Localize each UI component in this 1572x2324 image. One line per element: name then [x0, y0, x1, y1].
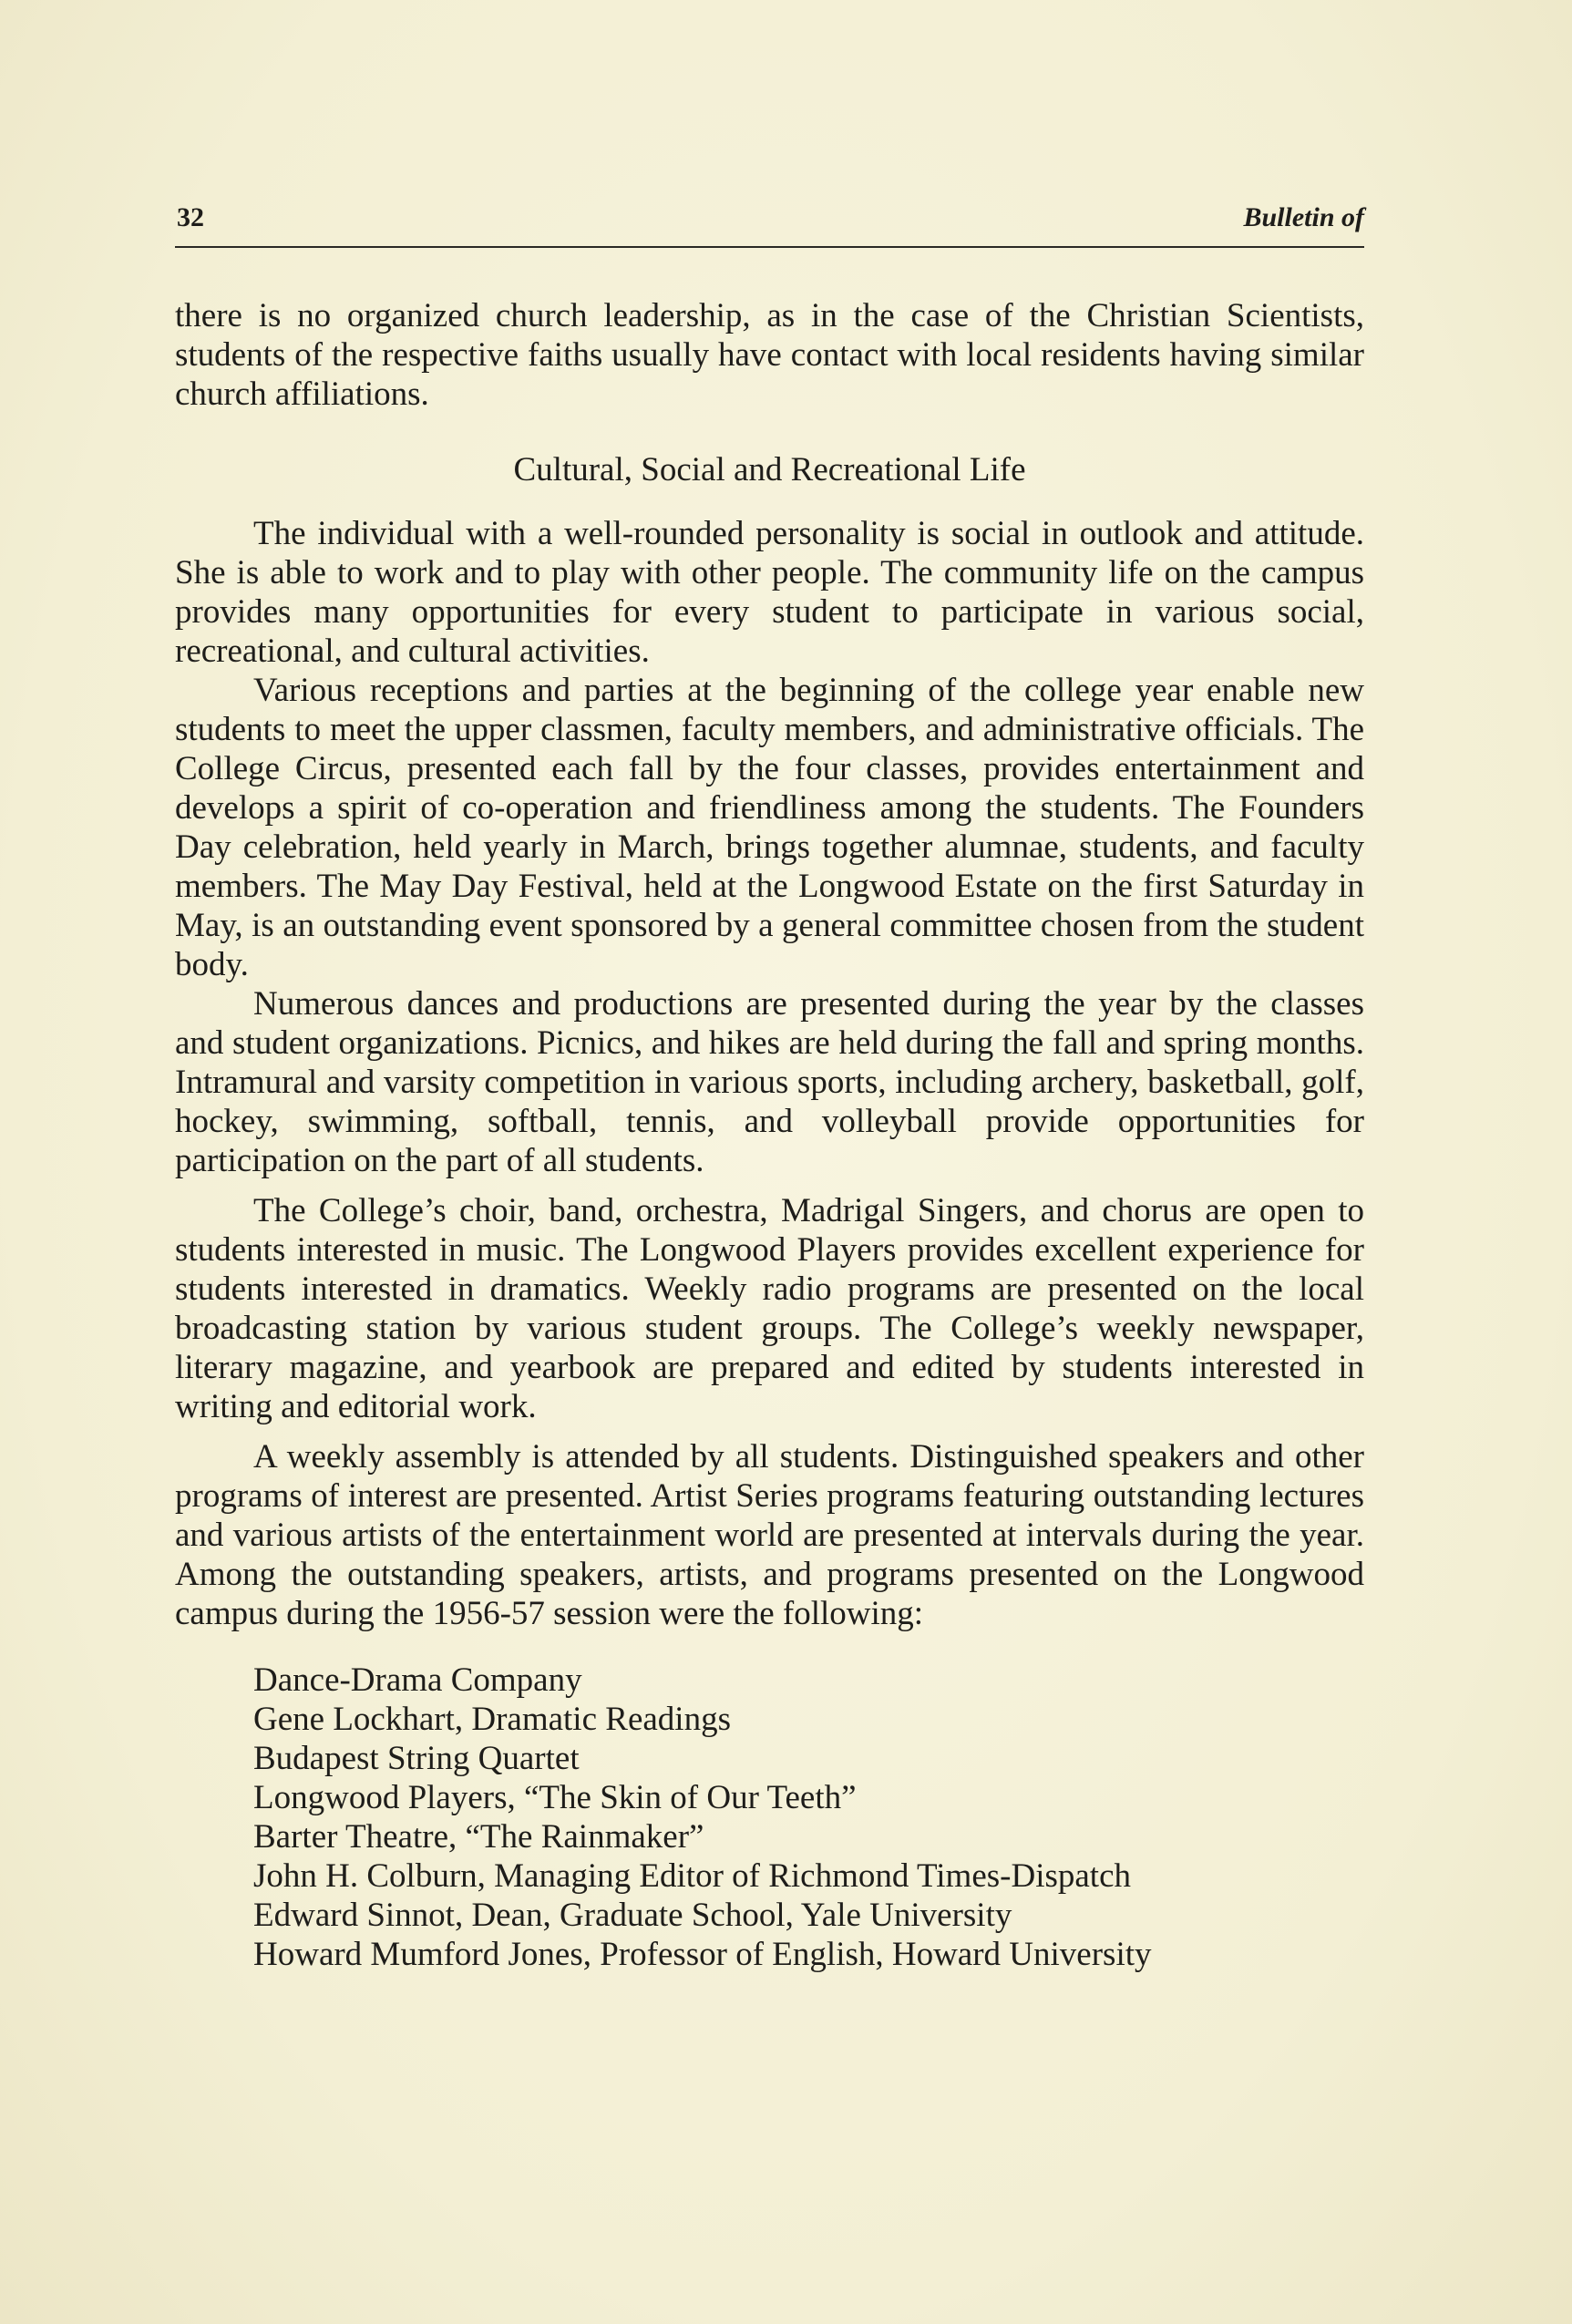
program-item: Gene Lockhart, Dramatic Readings: [253, 1701, 731, 1738]
program-item: Dance-Drama Company: [253, 1661, 582, 1699]
section-heading: Cultural, Social and Recreational Life: [513, 451, 1026, 488]
paragraph-music: The College’s choir, band, orchestra, Madrigal Singers, and chorus are open to students interested in music. The Longwood Players provides excellent experience for students interested in dramatics. Weekly radio programs are presented on the local broadcasting station by various student groups. The College’s weekly newspaper, literary magazine, and yearbook are prepared and edited by students interested in writing and editorial work.: [175, 1192, 1364, 1425]
page-body: [175, 296, 1364, 1974]
page-header: [175, 199, 1364, 248]
program-item: Edward Sinnot, Dean, Graduate School, Yale University: [253, 1897, 1012, 1934]
program-item: Howard Mumford Jones, Professor of English, Howard University: [253, 1936, 1152, 1973]
paragraph-receptions: Various receptions and parties at the beginning of the college year enable new students to meet the upper classmen, faculty members, and administrative officials. The College Circus, presented each fall by the four classes, provides entertainment and develops a spirit of co-operation and friendliness among the students. The Founders Day celebration, held yearly in March, brings together alumnae, students, and faculty members. The May Day Festival, held at the Longwood Estate on the first Saturday in May, is an outstanding event sponsored by a general committee chosen from the student body.: [175, 672, 1364, 983]
paragraph-dances: Numerous dances and productions are presented during the year by the classes and student organizations. Picnics, and hikes are held during the fall and spring months. Intramural and varsity competition in various sports, including archery, basketball, golf, hockey, swimming, softball, tennis, and volleyball provide opportunities for participation on the part of all students.: [175, 985, 1364, 1179]
programs-list: [175, 1661, 1364, 1974]
intro-paragraph: there is no organized church leadership, as in the case of the Christian Scientists, students of the respective faiths usually have contact with local residents having similar church affiliations.: [175, 297, 1364, 413]
program-item: John H. Colburn, Managing Editor of Richmond Times-Dispatch: [253, 1857, 1131, 1895]
program-item: Longwood Players, “The Skin of Our Teeth”: [253, 1779, 857, 1816]
running-title: Bulletin of: [1243, 202, 1364, 232]
paragraph-assembly: A weekly assembly is attended by all students. Distinguished speakers and other programs of interest are presented. Artist Series programs featuring outstanding lectures and various artists of the entertainment world are presented at intervals during the year. Among the outstanding speakers, artists, and programs presented on the Longwood campus during the 1956-57 session were the following:: [175, 1438, 1364, 1632]
program-item: Barter Theatre, “The Rainmaker”: [253, 1818, 704, 1856]
program-item: Budapest String Quartet: [253, 1740, 580, 1777]
page-number: 32: [177, 202, 204, 232]
paragraph-personality: The individual with a well-rounded personality is social in outlook and attitude. She is able to work and to play with other people. The community life on the campus provides many opportunities for every student to participate in various social, recreational, and cultural activities.: [175, 515, 1364, 670]
